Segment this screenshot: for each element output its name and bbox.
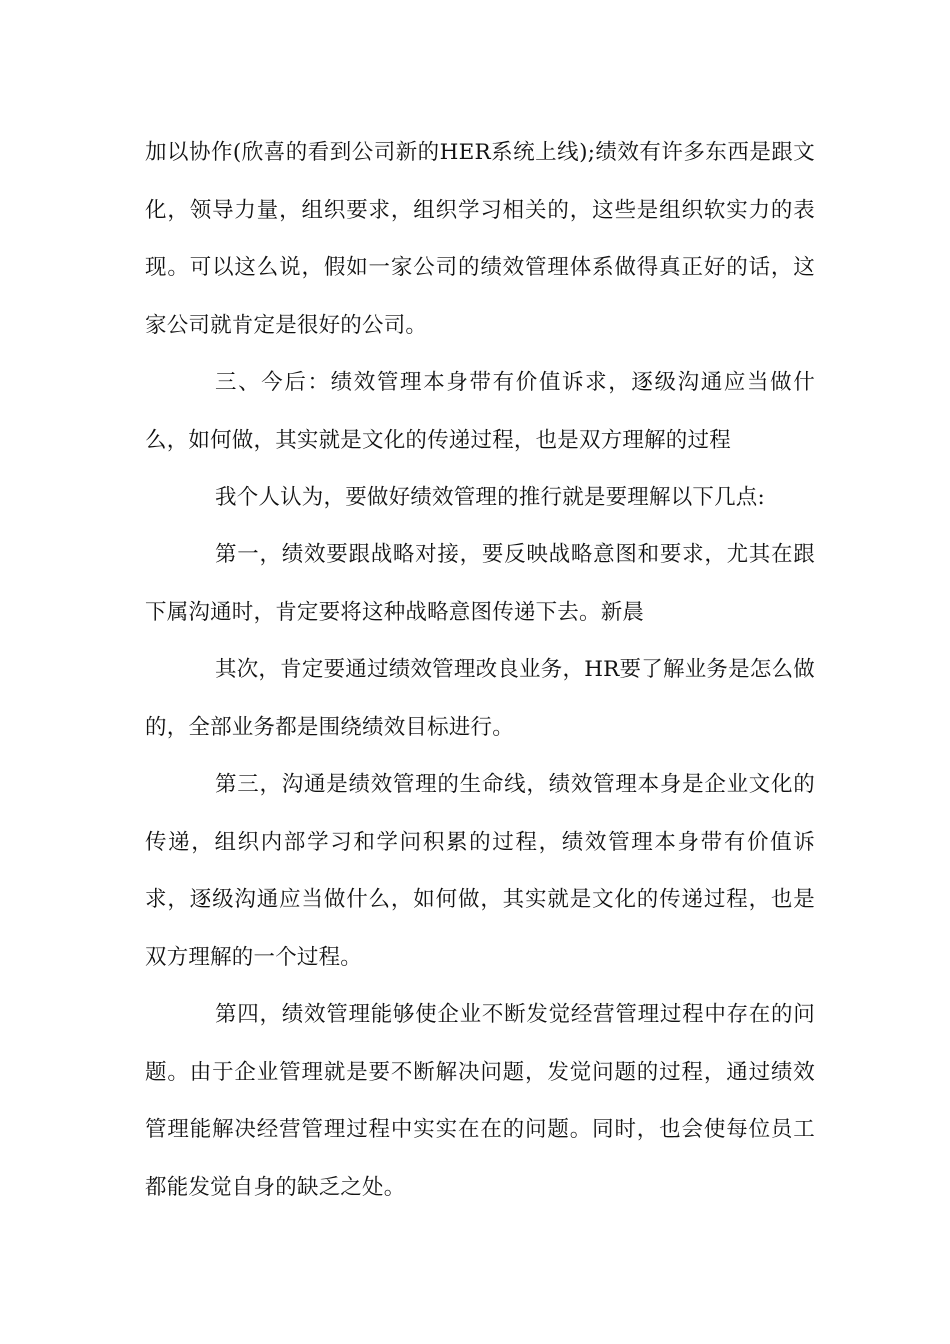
paragraph-3: 我个人认为，要做好绩效管理的推行就是要理解以下几点: — [215, 485, 765, 510]
paragraph-5: 其次，肯定要通过绩效管理改良业务，HR要了解业务是怎么做的，全部业务都是围绕绩效目标进行。 — [145, 657, 815, 740]
paragraph-4: 第一，绩效要跟战略对接，要反映战略意图和要求，尤其在跟下属沟通时，肯定要将这种战略意图传递下去。新晨 — [145, 542, 815, 625]
paragraph-1: 加以协作(欣喜的看到公司新的HER系统上线);绩效有许多东西是跟文化，领导力量，组织要求，组织学习相关的，这些是组织软实力的表现。可以这么说，假如一家公司的绩效管理体系做得真正好的话，这家公司就肯定是很好的公司。 — [145, 140, 815, 338]
paragraph-2: 三、今后：绩效管理本身带有价值诉求，逐级沟通应当做什么，如何做，其实就是文化的传递过程，也是双方理解的过程 — [145, 370, 815, 453]
paragraph-7: 第四，绩效管理能够使企业不断发觉经营管理过程中存在的问题。由于企业管理就是要不断解决问题，发觉问题的过程，通过绩效管理能解决经营管理过程中实实在在的问题。同时，也会使每位员工都能发觉自身的缺乏之处。 — [145, 1002, 815, 1200]
paragraph-6: 第三，沟通是绩效管理的生命线，绩效管理本身是企业文化的传递，组织内部学习和学问积累的过程，绩效管理本身带有价值诉求，逐级沟通应当做什么，如何做，其实就是文化的传递过程，也是双方理解的一个过程。 — [145, 772, 815, 970]
